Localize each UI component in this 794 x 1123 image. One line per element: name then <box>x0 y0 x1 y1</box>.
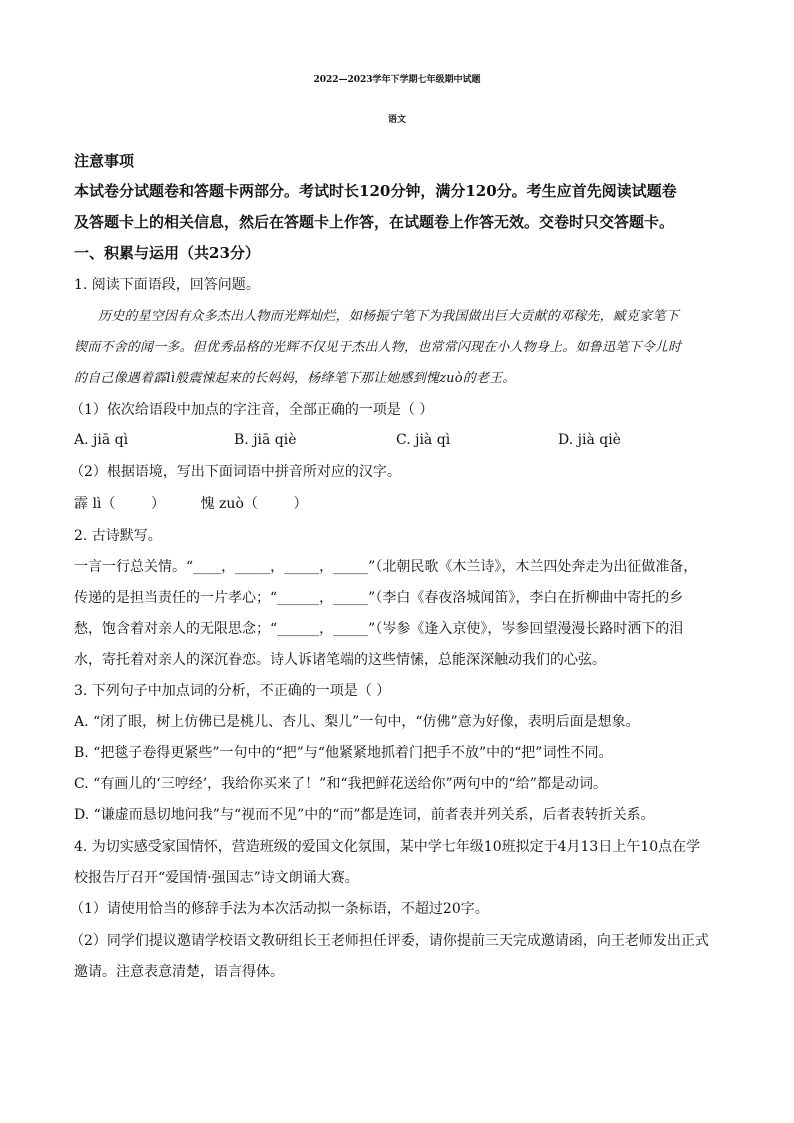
subject-title: 语文 <box>387 115 406 125</box>
q3-option-b: B. “把毯子卷得更紧些”一句中的“把”与“他紧紧地抓着门把手不放”中的“把”词性不同。 <box>74 745 613 761</box>
q3-option-c: C. “有画儿的‘三哼经’，我给你买来了！”和“我把鲜花送给你”两句中的“给”都是动词。 <box>74 776 607 792</box>
q2-stem: 2. 古诗默写。 <box>74 528 162 544</box>
q2-line-3: 愁，饱含着对亲人的无限思念；“______，_____”（岑参《逢入京使》，岑参回望漫漫长路时洒下的泪 <box>74 621 684 637</box>
exam-title: 2022—2023学年下学期七年级期中试题 <box>313 75 481 85</box>
notice-line-2: 及答题卡上的相关信息，然后在答题卡上作答，在试题卷上作答无效。交卷时只交答题卡。 <box>74 213 675 231</box>
notice-heading: 注意事项 <box>74 152 135 170</box>
q3-option-a: A. “闭了眼，树上仿佛已是桃儿、杏儿、梨儿”一句中，“仿佛”意为好像，表明后面是想象。 <box>74 714 640 730</box>
q2-line-2: 传递的是担当责任的一片孝心；“______，_____”（李白《春夜洛城闻笛》，李白在折柳曲中寄托的乡 <box>74 590 684 606</box>
q4-stem-line-1: 4. 为切实感受家国情怀，营造班级的爱国文化氛围，某中学七年级10班拟定于4月13日上午10点在学 <box>74 839 701 855</box>
q1-stem: 1. 阅读下面语段，回答问题。 <box>74 277 260 293</box>
q1-passage-line-3: 的自己像遇着霹lì般震悚起来的长妈妈，杨绛笔下那让她感到愧zuò的老王。 <box>74 371 516 386</box>
q2-line-4: 水，寄托着对亲人的深沉眷恋。诗人诉诸笔端的这些情愫，总能深深触动我们的心弦。 <box>74 652 606 668</box>
q1-option-d: D. jià qiè <box>558 432 621 448</box>
q1-option-b: B. jiā qiè <box>234 432 297 448</box>
q4-sub2-line-1: （2）同学们提议邀请学校语文教研组长王老师担任评委，请你提前三天完成邀请函，向王老师发出正式 <box>70 933 709 949</box>
notice-line-1: 本试卷分试题卷和答题卡两部分。考试时长120分钟，满分120分。考生应首先阅读试题卷 <box>74 182 677 200</box>
q2-line-1: 一言一行总关情。“____，_____，_____，_____”（北朝民歌《木兰诗》，木兰四处奔走为出征做准备， <box>74 559 698 575</box>
q1-fill-blanks: 霹 lì（ ） 愧 zuò（ ） <box>74 496 308 512</box>
q3-option-d: D. “谦虚而恳切地问我”与“视而不见”中的“而”都是连词，前者表并列关系，后者表转折关系。 <box>74 807 655 823</box>
q4-sub1: （1）请使用恰当的修辞手法为本次活动拟一条标语，不超过20字。 <box>70 901 489 917</box>
q1-passage-line-1: 历史的星空因有众多杰出人物而光辉灿烂，如杨振宁笔下为我国做出巨大贡献的邓稼先，臧克家笔下 <box>98 309 679 324</box>
q4-sub2-line-2: 邀请。注意表意清楚，语言得体。 <box>74 964 284 980</box>
q3-stem: 3. 下列句子中加点词的分析，不正确的一项是（ ） <box>74 683 391 699</box>
section-1-heading: 一、积累与运用（共23分） <box>74 244 260 262</box>
q4-stem-line-2: 校报告厅召开“爱国情·强国志”诗文朗诵大赛。 <box>74 870 359 886</box>
q1-option-c: C. jià qì <box>396 432 451 448</box>
q1-option-a: A. jiā qì <box>74 432 129 448</box>
q1-passage-line-2: 锲而不舍的闻一多。但优秀品格的光辉不仅见于杰出人物，也常常闪现在小人物身上。如鲁迅笔下令儿时 <box>74 340 682 355</box>
q1-sub2: （2）根据语境，写出下面词语中拼音所对应的汉字。 <box>70 464 401 480</box>
q1-sub1: （1）依次给语段中加点的字注音，全部正确的一项是（ ） <box>70 402 434 418</box>
